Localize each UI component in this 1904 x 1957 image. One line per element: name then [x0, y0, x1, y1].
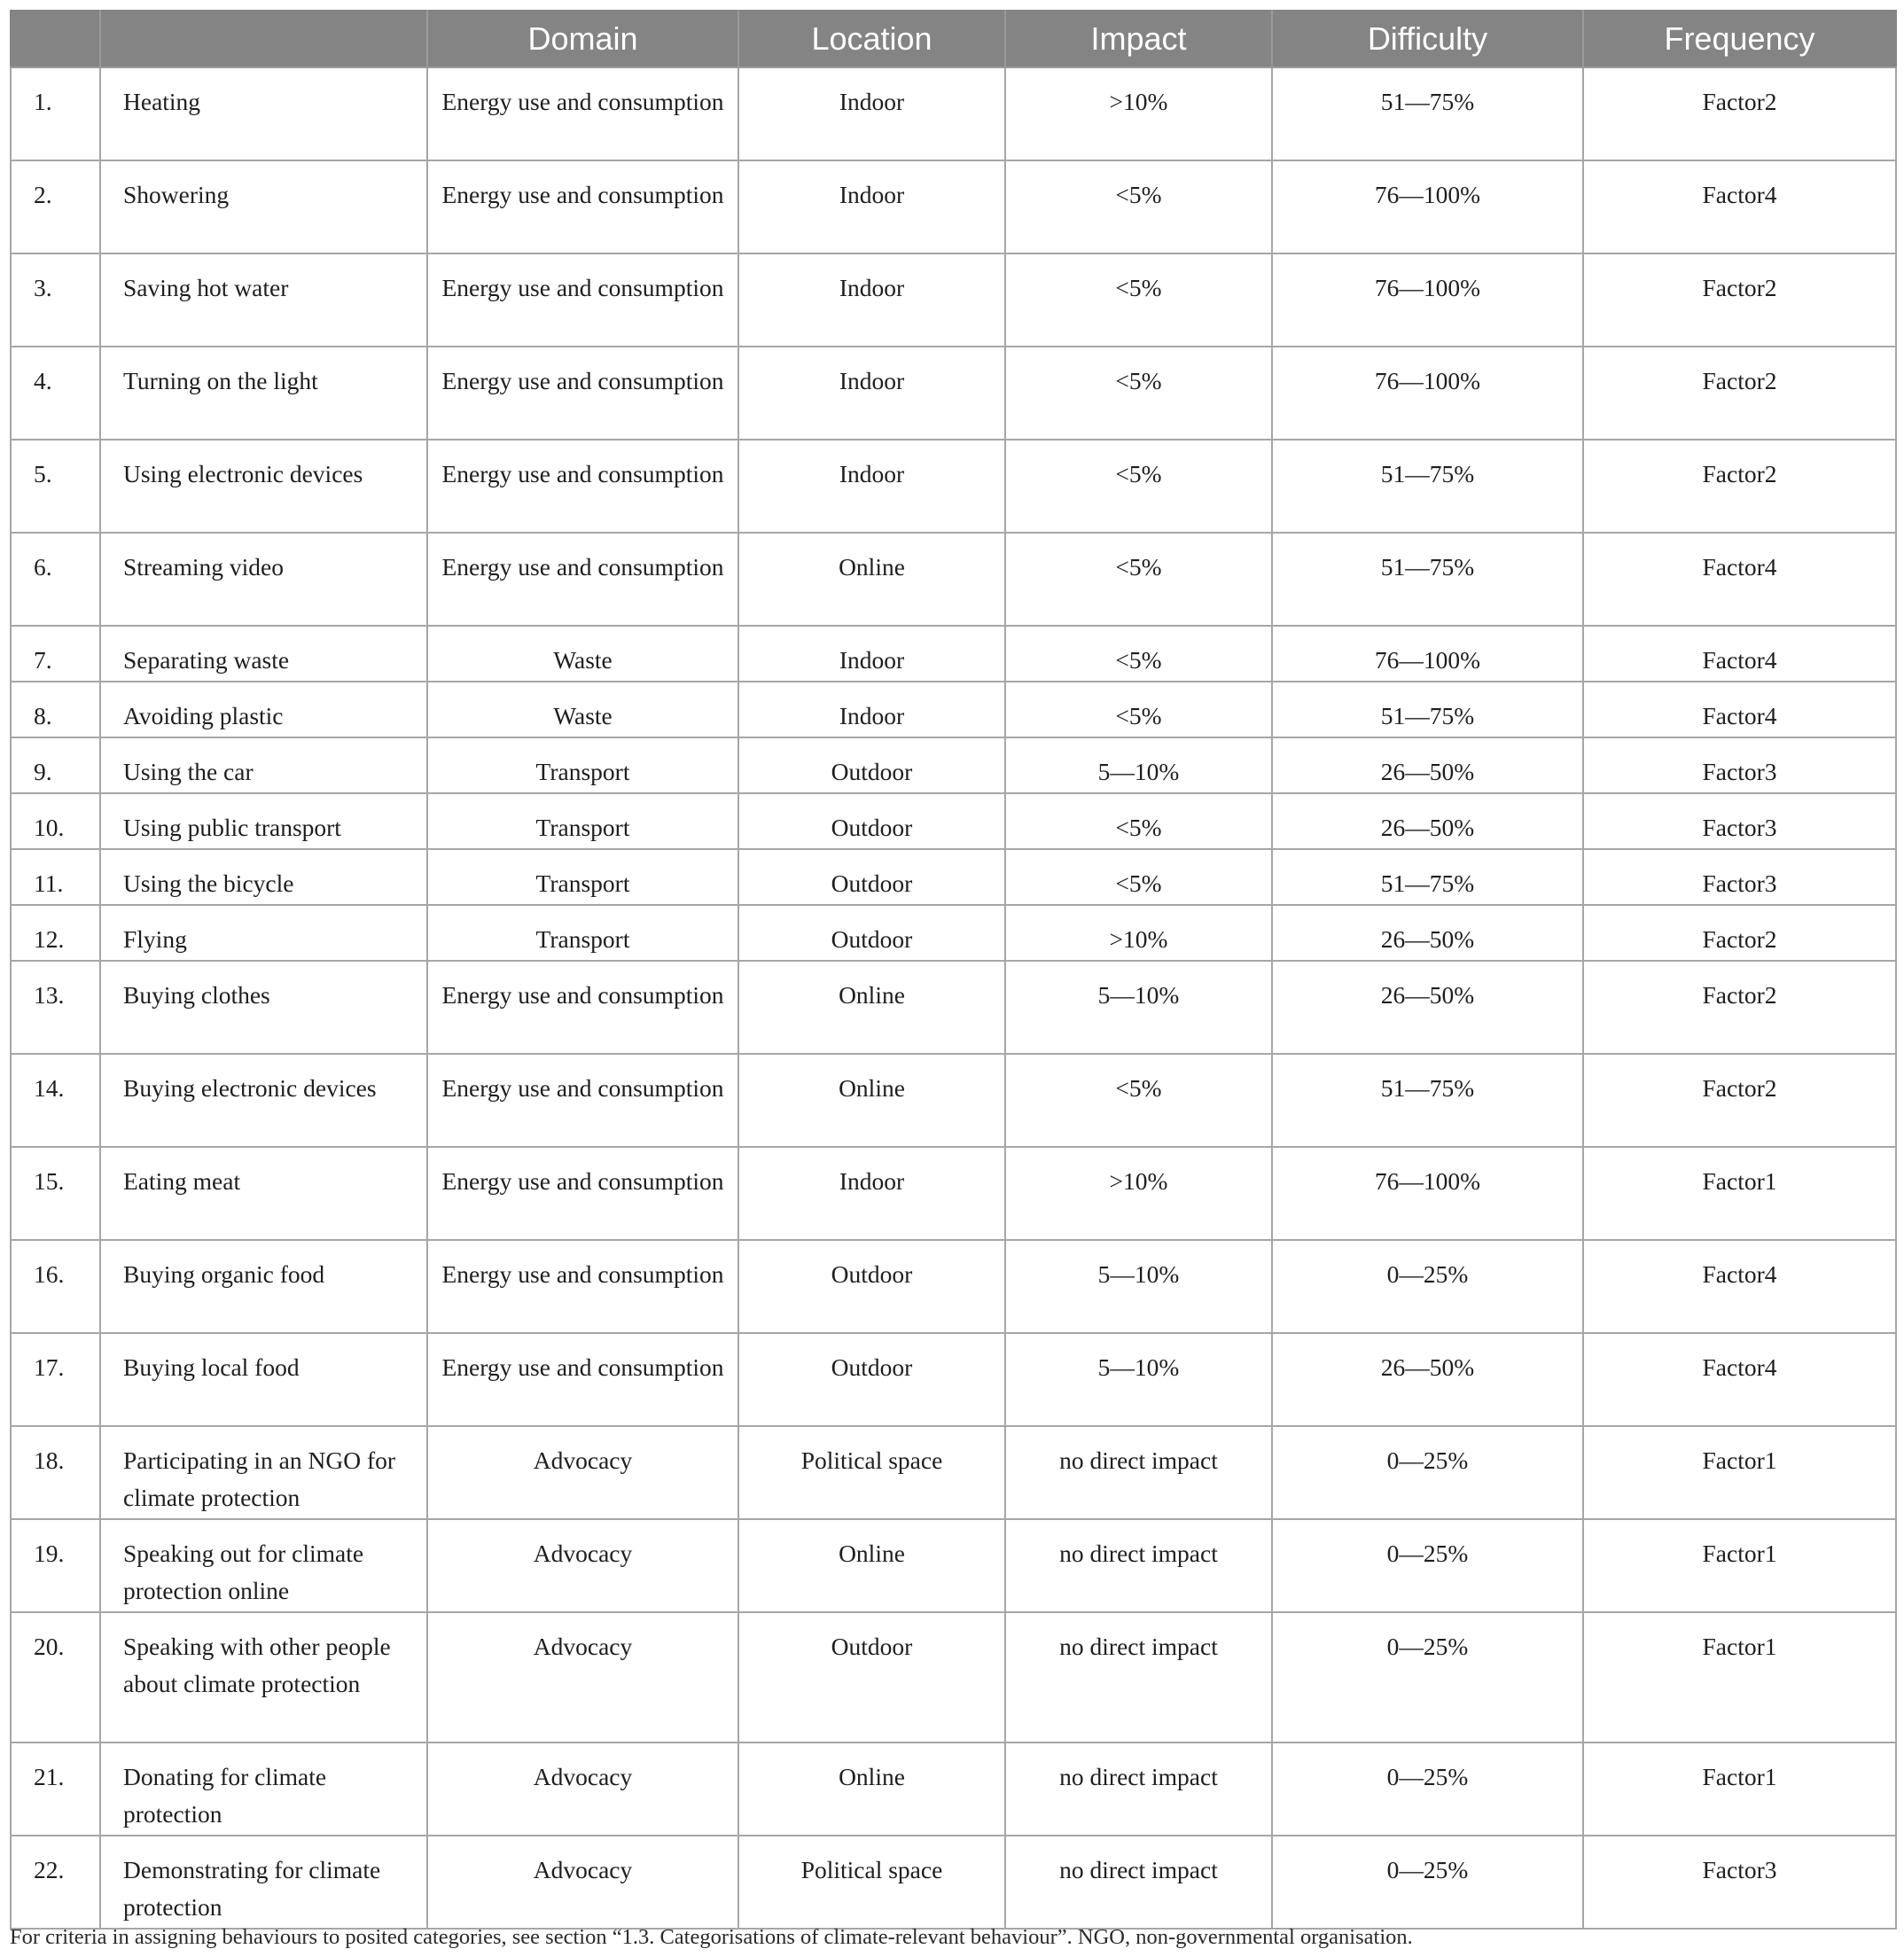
difficulty-cell: 51—75% [1272, 849, 1583, 905]
behaviour-cell: Buying electronic devices [100, 1054, 427, 1147]
location-cell: Outdoor [738, 1612, 1005, 1743]
impact-cell: 5—10% [1005, 1333, 1272, 1426]
behaviour-cell: Using the car [100, 737, 427, 793]
table-row [11, 1054, 1896, 1147]
behaviour-table-container [10, 10, 1895, 1930]
frequency-cell: Factor2 [1583, 347, 1896, 440]
table-row [11, 626, 1896, 682]
location-cell: Outdoor [738, 905, 1005, 961]
row-number: 21. [11, 1743, 100, 1836]
location-cell: Outdoor [738, 793, 1005, 849]
header-number [11, 11, 100, 67]
impact-cell: <5% [1005, 533, 1272, 626]
table-row [11, 1426, 1896, 1519]
difficulty-cell: 51—75% [1272, 440, 1583, 533]
impact-cell: <5% [1005, 440, 1272, 533]
location-cell: Outdoor [738, 1240, 1005, 1333]
behaviour-cell: Buying organic food [100, 1240, 427, 1333]
row-number: 14. [11, 1054, 100, 1147]
table-row [11, 849, 1896, 905]
location-cell: Indoor [738, 253, 1005, 347]
table-body [11, 67, 1896, 1929]
frequency-cell: Factor4 [1583, 533, 1896, 626]
behaviour-cell: Speaking with other people about climate protection [100, 1612, 427, 1743]
behaviour-cell: Demonstrating for climate protection [100, 1836, 427, 1929]
row-number: 17. [11, 1333, 100, 1426]
impact-cell: 5—10% [1005, 961, 1272, 1054]
domain-cell: Energy use and consumption [427, 1240, 738, 1333]
impact-cell: no direct impact [1005, 1836, 1272, 1929]
location-cell: Indoor [738, 67, 1005, 160]
difficulty-cell: 76—100% [1272, 253, 1583, 347]
domain-cell: Transport [427, 849, 738, 905]
table-row [11, 1519, 1896, 1612]
frequency-cell: Factor1 [1583, 1612, 1896, 1743]
domain-cell: Transport [427, 793, 738, 849]
frequency-cell: Factor1 [1583, 1743, 1896, 1836]
difficulty-cell: 26—50% [1272, 1333, 1583, 1426]
location-cell: Outdoor [738, 1333, 1005, 1426]
difficulty-cell: 0—25% [1272, 1519, 1583, 1612]
row-number: 9. [11, 737, 100, 793]
behaviour-cell: Donating for climate protection [100, 1743, 427, 1836]
frequency-cell: Factor4 [1583, 682, 1896, 737]
behaviour-cell: Eating meat [100, 1147, 427, 1240]
table-row [11, 253, 1896, 347]
impact-cell: 5—10% [1005, 1240, 1272, 1333]
row-number: 16. [11, 1240, 100, 1333]
row-number: 8. [11, 682, 100, 737]
difficulty-cell: 26—50% [1272, 793, 1583, 849]
domain-cell: Energy use and consumption [427, 253, 738, 347]
domain-cell: Energy use and consumption [427, 1147, 738, 1240]
behaviour-cell: Buying clothes [100, 961, 427, 1054]
difficulty-cell: 76—100% [1272, 347, 1583, 440]
frequency-cell: Factor3 [1583, 1836, 1896, 1929]
behaviour-cell: Heating [100, 67, 427, 160]
difficulty-cell: 0—25% [1272, 1426, 1583, 1519]
table-row [11, 347, 1896, 440]
table-row [11, 440, 1896, 533]
impact-cell: <5% [1005, 793, 1272, 849]
difficulty-cell: 26—50% [1272, 961, 1583, 1054]
table-header-row [11, 11, 1896, 67]
frequency-cell: Factor1 [1583, 1147, 1896, 1240]
row-number: 10. [11, 793, 100, 849]
location-cell: Indoor [738, 440, 1005, 533]
frequency-cell: Factor2 [1583, 440, 1896, 533]
domain-cell: Transport [427, 737, 738, 793]
frequency-cell: Factor3 [1583, 793, 1896, 849]
frequency-cell: Factor4 [1583, 626, 1896, 682]
header-location: Location [738, 11, 1005, 67]
row-number: 22. [11, 1836, 100, 1929]
difficulty-cell: 0—25% [1272, 1743, 1583, 1836]
difficulty-cell: 26—50% [1272, 905, 1583, 961]
frequency-cell: Factor3 [1583, 849, 1896, 905]
impact-cell: >10% [1005, 67, 1272, 160]
impact-cell: no direct impact [1005, 1519, 1272, 1612]
row-number: 11. [11, 849, 100, 905]
behaviour-cell: Using electronic devices [100, 440, 427, 533]
difficulty-cell: 0—25% [1272, 1836, 1583, 1929]
domain-cell: Energy use and consumption [427, 533, 738, 626]
location-cell: Political space [738, 1426, 1005, 1519]
frequency-cell: Factor4 [1583, 1333, 1896, 1426]
behaviour-cell: Avoiding plastic [100, 682, 427, 737]
difficulty-cell: 0—25% [1272, 1240, 1583, 1333]
location-cell: Indoor [738, 1147, 1005, 1240]
difficulty-cell: 76—100% [1272, 160, 1583, 253]
difficulty-cell: 26—50% [1272, 737, 1583, 793]
difficulty-cell: 76—100% [1272, 1147, 1583, 1240]
table-row [11, 1743, 1896, 1836]
row-number: 13. [11, 961, 100, 1054]
table-row [11, 1836, 1896, 1929]
table-row [11, 682, 1896, 737]
table-row [11, 67, 1896, 160]
row-number: 18. [11, 1426, 100, 1519]
row-number: 4. [11, 347, 100, 440]
frequency-cell: Factor3 [1583, 737, 1896, 793]
difficulty-cell: 0—25% [1272, 1612, 1583, 1743]
location-cell: Online [738, 533, 1005, 626]
domain-cell: Energy use and consumption [427, 440, 738, 533]
impact-cell: <5% [1005, 1054, 1272, 1147]
frequency-cell: Factor2 [1583, 1054, 1896, 1147]
frequency-cell: Factor1 [1583, 1426, 1896, 1519]
impact-cell: <5% [1005, 160, 1272, 253]
impact-cell: <5% [1005, 253, 1272, 347]
table-row [11, 1240, 1896, 1333]
location-cell: Outdoor [738, 849, 1005, 905]
domain-cell: Energy use and consumption [427, 160, 738, 253]
behaviour-cell: Turning on the light [100, 347, 427, 440]
frequency-cell: Factor4 [1583, 160, 1896, 253]
behaviour-cell: Participating in an NGO for climate protection [100, 1426, 427, 1519]
table-row [11, 160, 1896, 253]
domain-cell: Advocacy [427, 1426, 738, 1519]
difficulty-cell: 51—75% [1272, 682, 1583, 737]
domain-cell: Energy use and consumption [427, 1333, 738, 1426]
domain-cell: Waste [427, 626, 738, 682]
row-number: 1. [11, 67, 100, 160]
behaviour-table [10, 10, 1897, 1930]
domain-cell: Advocacy [427, 1612, 738, 1743]
difficulty-cell: 76—100% [1272, 626, 1583, 682]
behaviour-cell: Using the bicycle [100, 849, 427, 905]
behaviour-cell: Flying [100, 905, 427, 961]
header-difficulty: Difficulty [1272, 11, 1583, 67]
row-number: 12. [11, 905, 100, 961]
domain-cell: Advocacy [427, 1519, 738, 1612]
row-number: 3. [11, 253, 100, 347]
domain-cell: Advocacy [427, 1836, 738, 1929]
domain-cell: Energy use and consumption [427, 347, 738, 440]
difficulty-cell: 51—75% [1272, 533, 1583, 626]
behaviour-cell: Buying local food [100, 1333, 427, 1426]
row-number: 19. [11, 1519, 100, 1612]
behaviour-cell: Showering [100, 160, 427, 253]
location-cell: Online [738, 961, 1005, 1054]
row-number: 6. [11, 533, 100, 626]
frequency-cell: Factor2 [1583, 67, 1896, 160]
impact-cell: no direct impact [1005, 1612, 1272, 1743]
impact-cell: no direct impact [1005, 1426, 1272, 1519]
behaviour-cell: Speaking out for climate protection online [100, 1519, 427, 1612]
header-frequency: Frequency [1583, 11, 1896, 67]
table-row [11, 905, 1896, 961]
difficulty-cell: 51—75% [1272, 1054, 1583, 1147]
frequency-cell: Factor1 [1583, 1519, 1896, 1612]
header-behaviour [100, 11, 427, 67]
header-impact: Impact [1005, 11, 1272, 67]
location-cell: Outdoor [738, 737, 1005, 793]
frequency-cell: Factor2 [1583, 961, 1896, 1054]
location-cell: Indoor [738, 682, 1005, 737]
table-row [11, 961, 1896, 1054]
row-number: 20. [11, 1612, 100, 1743]
frequency-cell: Factor2 [1583, 253, 1896, 347]
table-footnote: For criteria in assigning behaviours to posited categories, see section “1.3. Categorisations of climate-relevant behaviour”. NGO, non-governmental organisation. [10, 1925, 1413, 1949]
domain-cell: Energy use and consumption [427, 1054, 738, 1147]
location-cell: Indoor [738, 347, 1005, 440]
row-number: 2. [11, 160, 100, 253]
domain-cell: Advocacy [427, 1743, 738, 1836]
table-row [11, 1333, 1896, 1426]
difficulty-cell: 51—75% [1272, 67, 1583, 160]
frequency-cell: Factor4 [1583, 1240, 1896, 1333]
table-row [11, 1147, 1896, 1240]
domain-cell: Waste [427, 682, 738, 737]
impact-cell: no direct impact [1005, 1743, 1272, 1836]
impact-cell: <5% [1005, 682, 1272, 737]
location-cell: Political space [738, 1836, 1005, 1929]
table-row [11, 1612, 1896, 1743]
impact-cell: <5% [1005, 849, 1272, 905]
impact-cell: >10% [1005, 905, 1272, 961]
row-number: 5. [11, 440, 100, 533]
header-domain: Domain [427, 11, 738, 67]
table-row [11, 737, 1896, 793]
frequency-cell: Factor2 [1583, 905, 1896, 961]
table-row [11, 793, 1896, 849]
domain-cell: Transport [427, 905, 738, 961]
impact-cell: <5% [1005, 626, 1272, 682]
location-cell: Indoor [738, 626, 1005, 682]
behaviour-cell: Streaming video [100, 533, 427, 626]
location-cell: Online [738, 1743, 1005, 1836]
location-cell: Online [738, 1519, 1005, 1612]
behaviour-cell: Using public transport [100, 793, 427, 849]
domain-cell: Energy use and consumption [427, 67, 738, 160]
row-number: 15. [11, 1147, 100, 1240]
impact-cell: >10% [1005, 1147, 1272, 1240]
behaviour-cell: Saving hot water [100, 253, 427, 347]
impact-cell: <5% [1005, 347, 1272, 440]
table-row [11, 533, 1896, 626]
location-cell: Online [738, 1054, 1005, 1147]
domain-cell: Energy use and consumption [427, 961, 738, 1054]
row-number: 7. [11, 626, 100, 682]
behaviour-cell: Separating waste [100, 626, 427, 682]
impact-cell: 5—10% [1005, 737, 1272, 793]
location-cell: Indoor [738, 160, 1005, 253]
